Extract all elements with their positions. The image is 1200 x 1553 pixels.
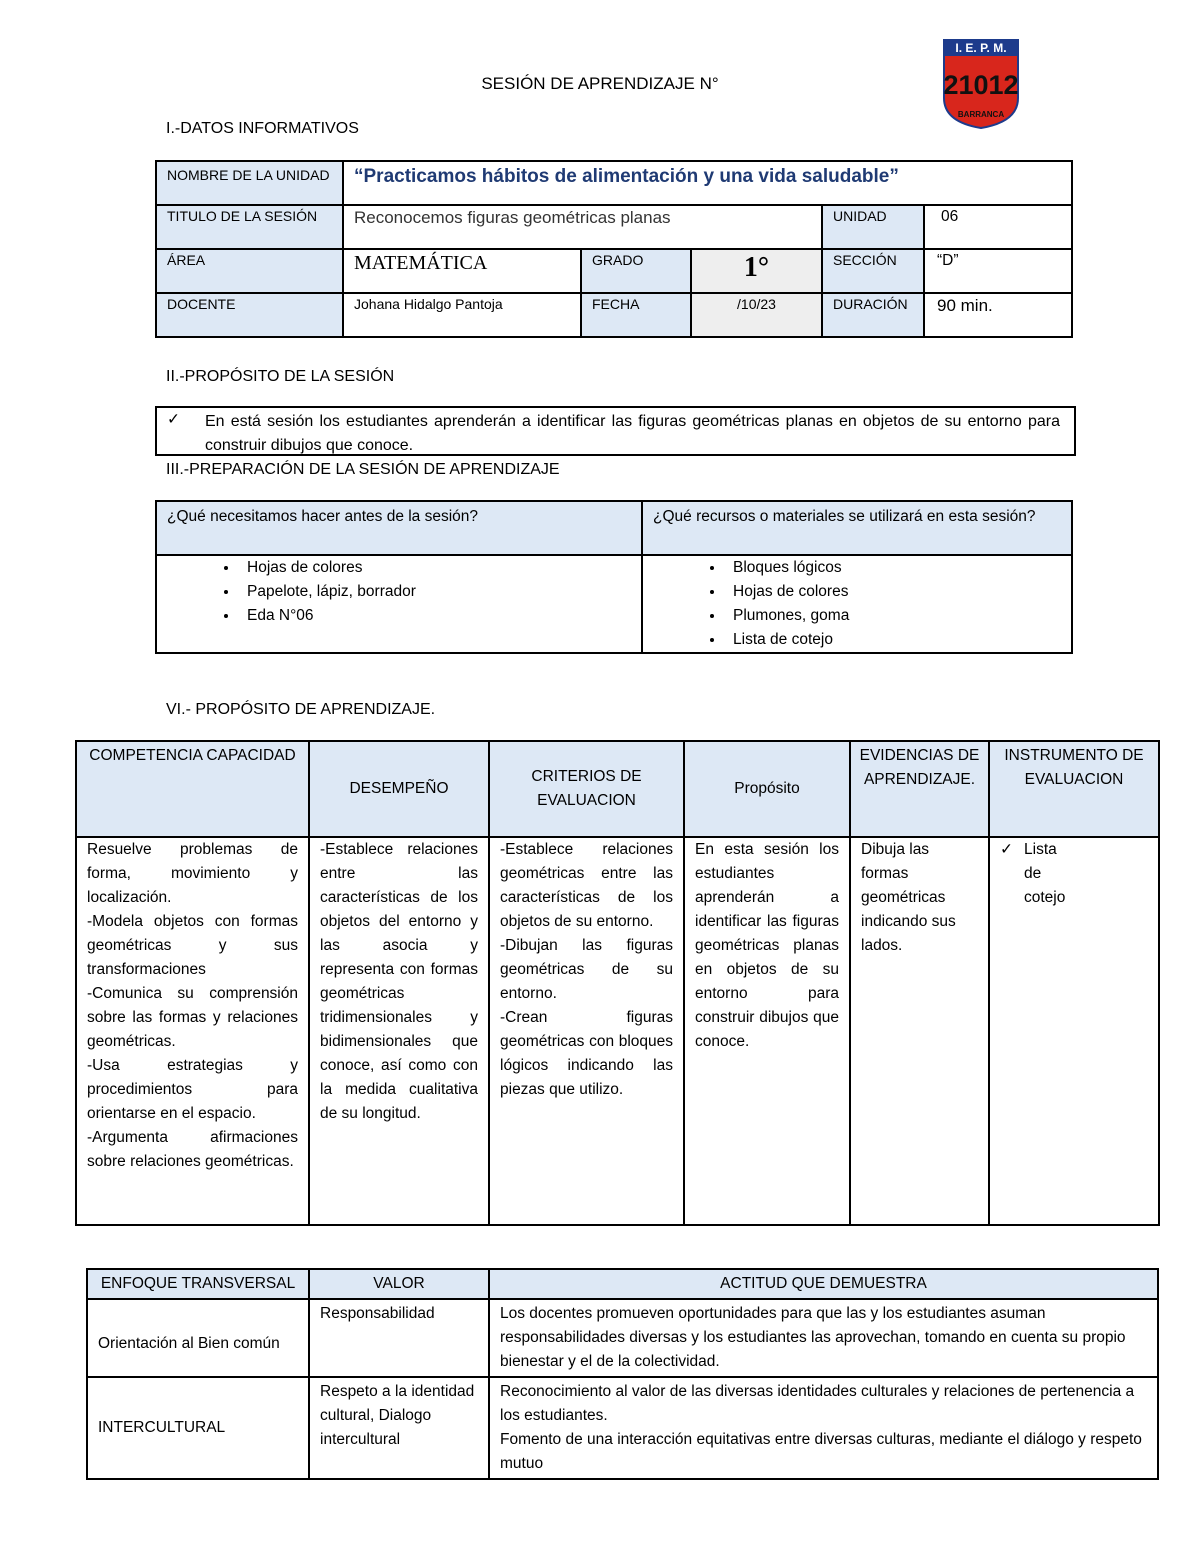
- seccion-value: “D”: [924, 249, 1072, 293]
- fecha-value: /10/23: [691, 293, 822, 337]
- page-title: SESIÓN DE APRENDIZAJE N°: [481, 74, 719, 93]
- list-item: • Bloques lógicos: [725, 556, 1071, 580]
- list-item: • Lista de cotejo: [725, 628, 1071, 652]
- col-header-desempeno: DESEMPEÑO: [309, 741, 489, 837]
- actitud-cell: [489, 1377, 1158, 1479]
- enfoque-cell: Orientación al Bien común: [87, 1299, 309, 1377]
- valor-cell: Respeto a la identidad cultural, Dialogo intercultural: [309, 1377, 489, 1479]
- prep-right-list: [643, 556, 1071, 652]
- docente-label: DOCENTE: [156, 293, 343, 337]
- grado-value: 1°: [691, 249, 822, 293]
- competencia-line: -Argumenta afirmaciones sobre relaciones geométricas.: [87, 1129, 298, 1170]
- competencia-line: Resuelve problemas de forma, movimiento y localización.: [87, 841, 298, 906]
- section-preparacion: III.-PREPARACIÓN DE LA SESIÓN DE APRENDIZAJE: [166, 461, 560, 478]
- fecha-label: FECHA: [581, 293, 691, 337]
- seccion-label: SECCIÓN: [822, 249, 924, 293]
- valor-cell: Responsabilidad: [309, 1299, 489, 1377]
- prep-header-left: ¿Qué necesitamos hacer antes de la sesión?: [156, 501, 642, 555]
- proposito-cell: En esta sesión los estudiantes aprenderán a identificar las figuras geométricas planas en objetos de su entorno para construir dibujos que conoce.: [684, 837, 850, 1225]
- list-item: • Eda N°06: [239, 604, 641, 628]
- duracion-label: DURACIÓN: [822, 293, 924, 337]
- instrumento-value: Lista de cotejo: [1024, 841, 1066, 906]
- col-header-actitud: ACTITUD QUE DEMUESTRA: [489, 1269, 1158, 1299]
- competencia-line: -Comunica su comprensión sobre las formas y relaciones geométricas.: [87, 985, 298, 1050]
- area-label: ÁREA: [156, 249, 343, 293]
- enfoque-cell: INTERCULTURAL: [87, 1377, 309, 1479]
- desempeno-cell: -Establece relaciones entre las características de los objetos del entorno y las asocia y representa con formas geométricas tridimensionales y bidimensionales que conoce, así como con la medida cualitativa de su longitud.: [309, 837, 489, 1225]
- actitud-line: Fomento de una interacción equitativas entre diversas culturas, mediante el diálogo y respeto mutuo: [500, 1431, 1142, 1472]
- nombre-label: NOMBRE DE LA UNIDAD: [156, 161, 343, 205]
- list-item: • Papelote, lápiz, borrador: [239, 580, 641, 604]
- area-value: MATEMÁTICA: [343, 249, 581, 293]
- criterio-line: -Crean figuras geométricas con bloques lógicos indicando las piezas que utilizo.: [500, 1009, 673, 1098]
- col-header-instrumento: INSTRUMENTO DE EVALUACION: [989, 741, 1159, 837]
- section-proposito-sesion: II.-PROPÓSITO DE LA SESIÓN: [166, 368, 395, 385]
- logo-text: I. E. P. M.: [955, 41, 1007, 55]
- proposito-sesion-text: En está sesión los estudiantes aprenderán a identificar las figuras geométricas planas en objetos de su entorno para construir dibujos que conoce.: [205, 413, 1060, 454]
- school-logo: [940, 38, 1022, 130]
- docente-value: Johana Hidalgo Pantoja: [343, 293, 581, 337]
- proposito-sesion-box: [155, 406, 1076, 456]
- col-header-criterios: CRITERIOS DE EVALUACION: [489, 741, 684, 837]
- competencia-line: -Modela objetos con formas geométricas y sus transformaciones: [87, 913, 298, 978]
- actitud-line: Reconocimiento al valor de las diversas identidades culturales y relaciones de pertenencia a los estudiantes.: [500, 1383, 1135, 1424]
- datos-table: [155, 160, 1073, 338]
- col-header-competencia: COMPETENCIA CAPACIDAD: [76, 741, 309, 837]
- logo-number: 21012: [943, 70, 1019, 100]
- criterios-cell: [489, 837, 684, 1225]
- actitud-cell: Los docentes promueven oportunidades para que las y los estudiantes asuman responsabilidades diversas y los estudiantes las aprovechan, tomando en cuenta su propio bienestar y el de la colectividad.: [489, 1299, 1158, 1377]
- unidad-label: UNIDAD: [822, 205, 924, 249]
- section-proposito-aprendizaje: VI.- PROPÓSITO DE APRENDIZAJE.: [166, 701, 436, 718]
- list-item: • Plumones, goma: [725, 604, 1071, 628]
- col-header-evidencias: EVIDENCIAS DE APRENDIZAJE.: [850, 741, 989, 837]
- col-header-proposito: Propósito: [684, 741, 850, 837]
- titulo-value: Reconocemos figuras geométricas planas: [343, 205, 822, 249]
- titulo-label: TITULO DE LA SESIÓN: [156, 205, 343, 249]
- evidencias-cell: Dibuja las formas geométricas indicando sus lados.: [850, 837, 989, 1225]
- list-item: • Hojas de colores: [725, 580, 1071, 604]
- section-datos: I.-DATOS INFORMATIVOS: [166, 120, 359, 137]
- check-icon: ✓: [1000, 841, 1013, 858]
- prep-header-right: ¿Qué recursos o materiales se utilizará en esta sesión?: [642, 501, 1072, 555]
- competencia-cell: [76, 837, 309, 1225]
- unidad-value: 06: [924, 205, 1072, 249]
- col-header-enfoque: ENFOQUE TRANSVERSAL: [87, 1269, 309, 1299]
- criterio-line: -Dibujan las figuras geométricas de su entorno.: [500, 937, 673, 1002]
- aprendizaje-table: [75, 740, 1160, 1226]
- col-header-valor: VALOR: [309, 1269, 489, 1299]
- list-item: • Hojas de colores: [239, 556, 641, 580]
- criterio-line: -Establece relaciones geométricas entre las características de los objetos de su entorno.: [500, 841, 673, 930]
- prep-left-list: [157, 556, 641, 628]
- logo-city: BARRANCA: [957, 110, 1005, 119]
- duracion-value: 90 min.: [924, 293, 1072, 337]
- enfoque-table: [86, 1268, 1159, 1480]
- nombre-value: “Practicamos hábitos de alimentación y una vida saludable”: [343, 161, 1072, 205]
- instrumento-cell: [989, 837, 1159, 1225]
- grado-label: GRADO: [581, 249, 691, 293]
- check-icon: ✓: [167, 411, 180, 428]
- competencia-line: -Usa estrategias y procedimientos para orientarse en el espacio.: [87, 1057, 298, 1122]
- preparacion-table: [155, 500, 1073, 654]
